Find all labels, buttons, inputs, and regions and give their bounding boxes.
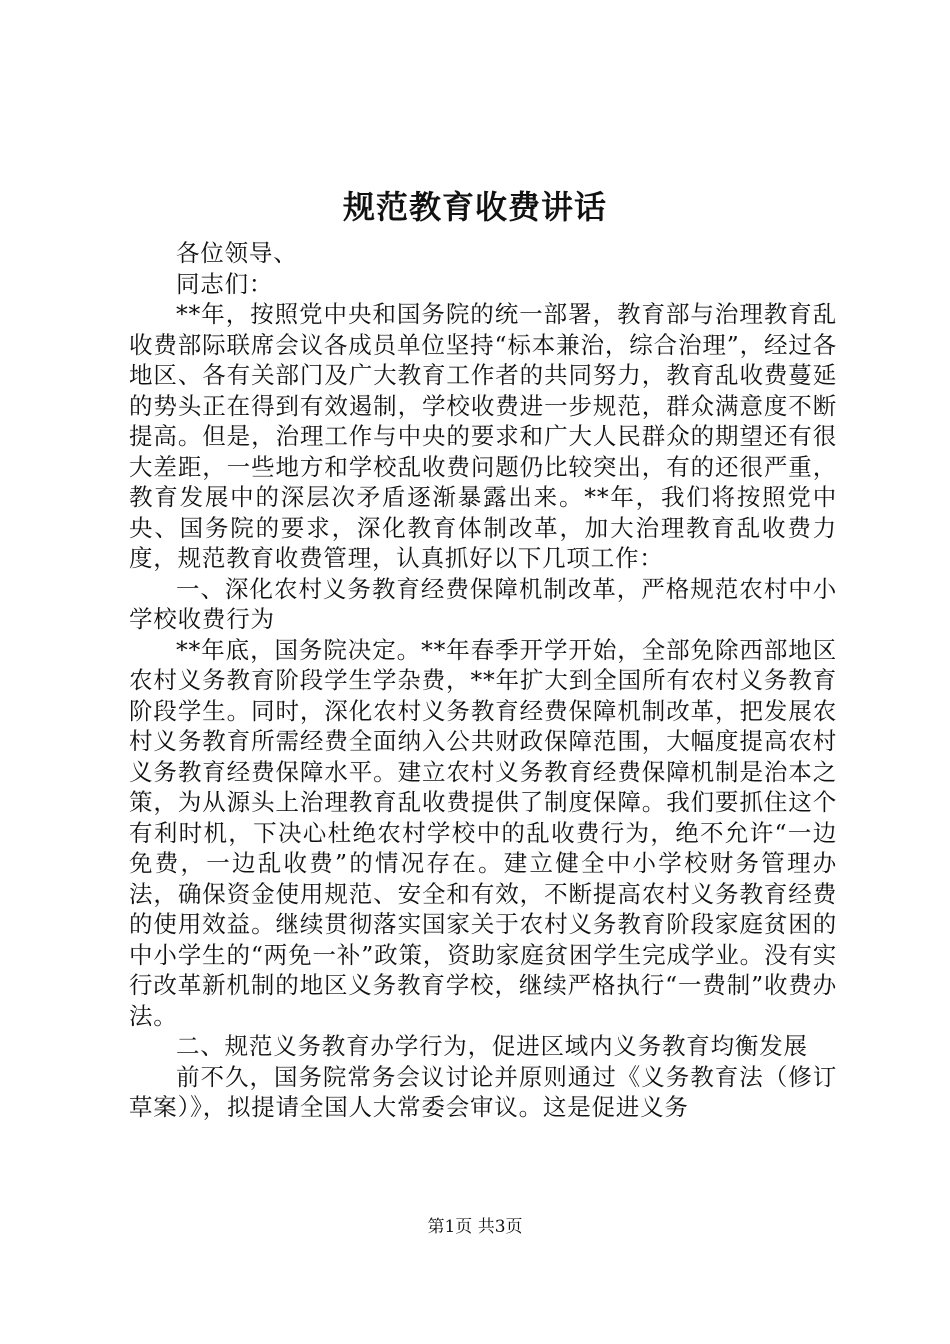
greeting-leaders: 各位领导、	[176, 239, 298, 267]
paragraph-section-1: **年底，国务院决定。**年春季开学开始，全部免除西部地区农村义务教育阶段学生学杂费，**年扩大到全国所有农村义务教育阶段学生。同时，深化农村义务教育经费保障机制改革，把发展农村义务教育所需经费全面纳入公共财政保障范围，大幅度提高农村义务教育经费保障水平。建立农村义务教育经费保障机制是治本之策，为从源头上治理教育乱收费提供了制度保障。我们要抓住这个有利时机，下决心杜绝农村学校中的乱收费行为，绝不允许“一边免费，一边乱收费”的情况存在。建立健全中小学校财务管理办法，确保资金使用规范、安全和有效，不断提高农村义务教育经费的使用效益。继续贯彻落实国家关于农村义务教育阶段家庭贫困的中小学生的“两免一补”政策，资助家庭贫困学生完成学业。没有实行改革新机制的地区义务教育学校，继续严格执行“一费制”收费办法。	[129, 635, 837, 1030]
greeting-comrades: 同志们：	[176, 269, 274, 298]
document-title: 规范教育收费讲话	[342, 188, 607, 226]
page-footer: 第1页 共3页	[427, 1217, 523, 1237]
paragraph-intro: **年，按照党中央和国务院的统一部署，教育部与治理教育乱收费部际联席会议各成员单位坚持“标本兼治，综合治理”，经过各地区、各有关部门及广大教育工作者的共同努力，教育乱收费蔓延的势头正在得到有效遏制，学校收费进一步规范，群众满意度不断提高。但是，治理工作与中央的要求和广大人民群众的期望还有很大差距，一些地方和学校乱收费问题仍比较突出，有的还很严重，教育发展中的深层次矛盾逐渐暴露出来。**年，我们将按照党中央、国务院的要求，深化教育体制改革，加大治理教育乱收费力度，规范教育收费管理，认真抓好以下几项工作：	[129, 300, 837, 572]
section-heading-2: 二、规范义务教育办学行为，促进区域内义务教育均衡发展	[176, 1032, 808, 1060]
section-heading-1: 一、深化农村义务教育经费保障机制改革，严格规范农村中小学校收费行为	[129, 574, 837, 633]
paragraph-section-2: 前不久，国务院常务会议讨论并原则通过《义务教育法（修订草案）》，拟提请全国人大常委会审议。这是促进义务	[129, 1062, 837, 1121]
document-body	[129, 238, 837, 1123]
